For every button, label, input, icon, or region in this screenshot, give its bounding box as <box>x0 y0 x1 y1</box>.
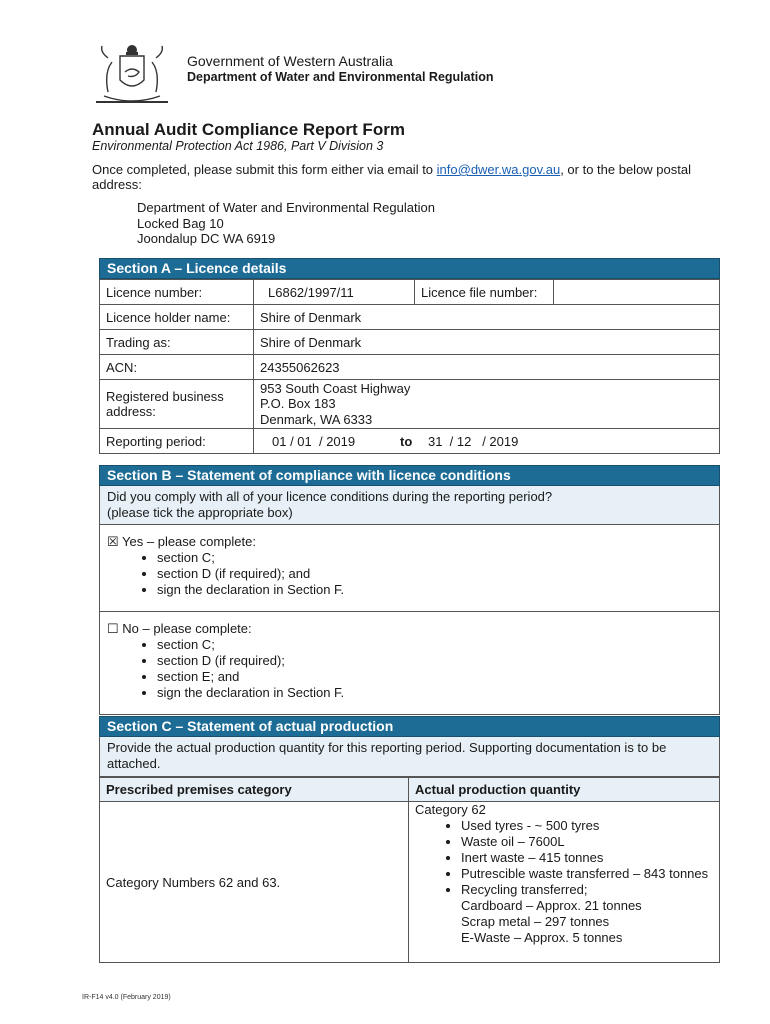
section-c <box>99 716 720 963</box>
yes-option <box>99 525 720 612</box>
production-item <box>461 882 713 946</box>
address-line: P.O. Box 183 <box>260 396 336 412</box>
acn-field[interactable]: 24355062623 <box>254 355 720 380</box>
licence-number-field[interactable]: L6862/1997/11 <box>254 280 415 305</box>
instruction-text-end: , or to the below postal address: <box>92 162 691 192</box>
reporting-period-label: Reporting period: <box>100 429 254 454</box>
section-a-heading: Section A – Licence details <box>99 258 720 279</box>
department-name: Department of Water and Environmental Regulation <box>187 70 494 84</box>
wa-coat-of-arms-logo <box>90 42 174 110</box>
business-address-label: Registered business address: <box>100 380 254 429</box>
licence-number-label: Licence number: <box>100 280 254 305</box>
no-option <box>99 612 720 715</box>
recycling-line: Scrap metal – 297 tonnes <box>461 914 610 929</box>
acn-label: ACN: <box>100 355 254 380</box>
postal-address <box>137 200 435 247</box>
trading-label: Trading as: <box>100 330 254 355</box>
address-line: Joondalup DC WA 6919 <box>137 231 276 246</box>
production-column-header: Actual production quantity <box>409 778 720 802</box>
question-text: Did you comply with all of your licence conditions during the reporting period? <box>107 489 553 504</box>
section-a <box>99 258 720 454</box>
period-to: 31 / 12 / 2019 <box>428 433 519 449</box>
business-address-field[interactable] <box>254 380 720 429</box>
address-line: 953 South Coast Highway <box>260 380 411 396</box>
no-label: No – please complete: <box>122 621 252 636</box>
yes-label: Yes – please complete: <box>122 534 256 549</box>
period-from: 01 / 01 / 2019 <box>272 433 356 449</box>
yes-list-item: • sign the declaration in Section F. <box>157 582 712 598</box>
production-item: • Putrescible waste transferred – 843 tonnes <box>461 866 713 882</box>
category-cell[interactable]: Category Numbers 62 and 63. <box>100 802 409 963</box>
production-heading: Category 62 <box>415 802 486 817</box>
address-line: Department of Water and Environmental Regulation <box>137 200 435 215</box>
email-link[interactable]: info@dwer.wa.gov.au <box>436 162 561 177</box>
yes-list-item: • section D (if required); and <box>157 566 712 582</box>
licence-file-label: Licence file number: <box>415 280 554 305</box>
form-title: Annual Audit Compliance Report Form <box>92 120 405 139</box>
production-item: • Waste oil – 7600L <box>461 834 713 850</box>
category-column-header: Prescribed premises category <box>100 778 409 802</box>
no-list-item: • section E; and <box>157 669 712 685</box>
licence-details-table <box>99 279 720 454</box>
yes-checkbox[interactable]: ☒ <box>107 534 119 549</box>
no-list-item: • sign the declaration in Section F. <box>157 685 712 701</box>
recycling-line: E-Waste – Approx. 5 tonnes <box>461 930 623 945</box>
no-list-item: • section C; <box>157 637 712 653</box>
production-item: • Used tyres - ~ 500 tyres <box>461 818 713 834</box>
no-list-item: • section D (if required); <box>157 653 712 669</box>
no-checkbox[interactable]: ☐ <box>107 621 119 636</box>
instruction-text: Once completed, please submit this form either via email to <box>92 162 437 177</box>
address-line: Denmark, WA 6333 <box>260 411 373 427</box>
holder-label: Licence holder name: <box>100 305 254 330</box>
yes-list-item: • section C; <box>157 550 712 566</box>
compliance-question <box>99 486 720 525</box>
section-b-heading: Section B – Statement of compliance with licence conditions <box>99 465 720 486</box>
holder-field[interactable]: Shire of Denmark <box>254 305 720 330</box>
recycling-label: • Recycling transferred; <box>461 882 588 897</box>
period-to-word: to <box>400 433 413 449</box>
address-line: Locked Bag 10 <box>137 215 224 231</box>
submission-instructions <box>92 162 692 192</box>
production-item: • Inert waste – 415 tonnes <box>461 850 713 866</box>
recycling-line: Cardboard – Approx. 21 tonnes <box>461 898 642 913</box>
form-subtitle: Environmental Protection Act 1986, Part V Division 3 <box>92 139 384 153</box>
section-c-heading: Section C – Statement of actual production <box>99 716 720 737</box>
production-cell[interactable] <box>409 802 720 963</box>
trading-field[interactable]: Shire of Denmark <box>254 330 720 355</box>
question-note: (please tick the appropriate box) <box>107 504 293 520</box>
licence-file-field[interactable] <box>554 280 720 305</box>
government-name: Government of Western Australia <box>187 53 393 69</box>
production-table <box>99 777 720 963</box>
production-intro: Provide the actual production quantity for this reporting period. Supporting documentation is to be attached. <box>99 737 720 777</box>
section-b <box>99 465 720 715</box>
form-code-footer: IR-F14 v4.0 (February 2019) <box>82 994 171 1001</box>
reporting-period-field[interactable] <box>254 429 720 454</box>
